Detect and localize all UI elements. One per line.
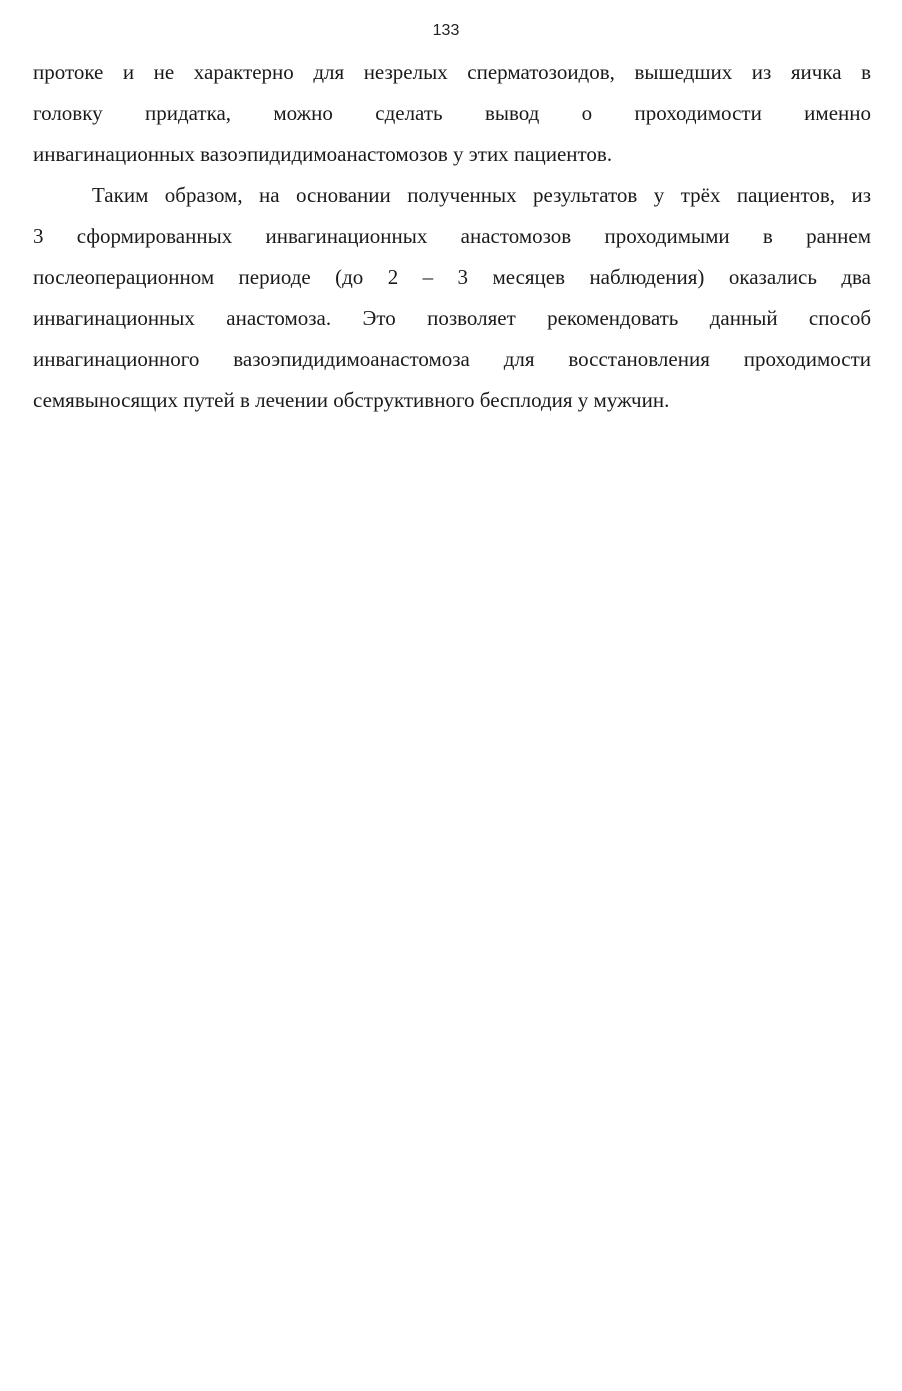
page-number: 133 — [432, 22, 460, 39]
text-line: послеоперационном периоде (до 2 – 3 месяцев наблюдения) оказались два — [33, 265, 871, 289]
text-line: инвагинационных вазоэпидидимоанастомозов у этих пациентов. — [33, 142, 613, 166]
text-line: Таким образом, на основании полученных результатов у трёх пациентов, из — [92, 183, 871, 207]
body-text — [33, 52, 871, 421]
paragraph-continuation — [33, 52, 871, 175]
text-line: 3 сформированных инвагинационных анастомозов проходимыми в раннем — [33, 224, 871, 248]
text-line: протоке и не характерно для незрелых сперматозоидов, вышедших из яичка в — [33, 60, 871, 84]
text-line: инвагинационного вазоэпидидимоанастомоза для восстановления проходимости — [33, 347, 871, 371]
paragraph-conclusion — [33, 175, 871, 421]
text-line: головку придатка, можно сделать вывод о проходимости именно — [33, 101, 871, 125]
text-line: семявыносящих путей в лечении обструктивного бесплодия у мужчин. — [33, 388, 670, 412]
text-line: инвагинационных анастомоза. Это позволяет рекомендовать данный способ — [33, 306, 871, 330]
